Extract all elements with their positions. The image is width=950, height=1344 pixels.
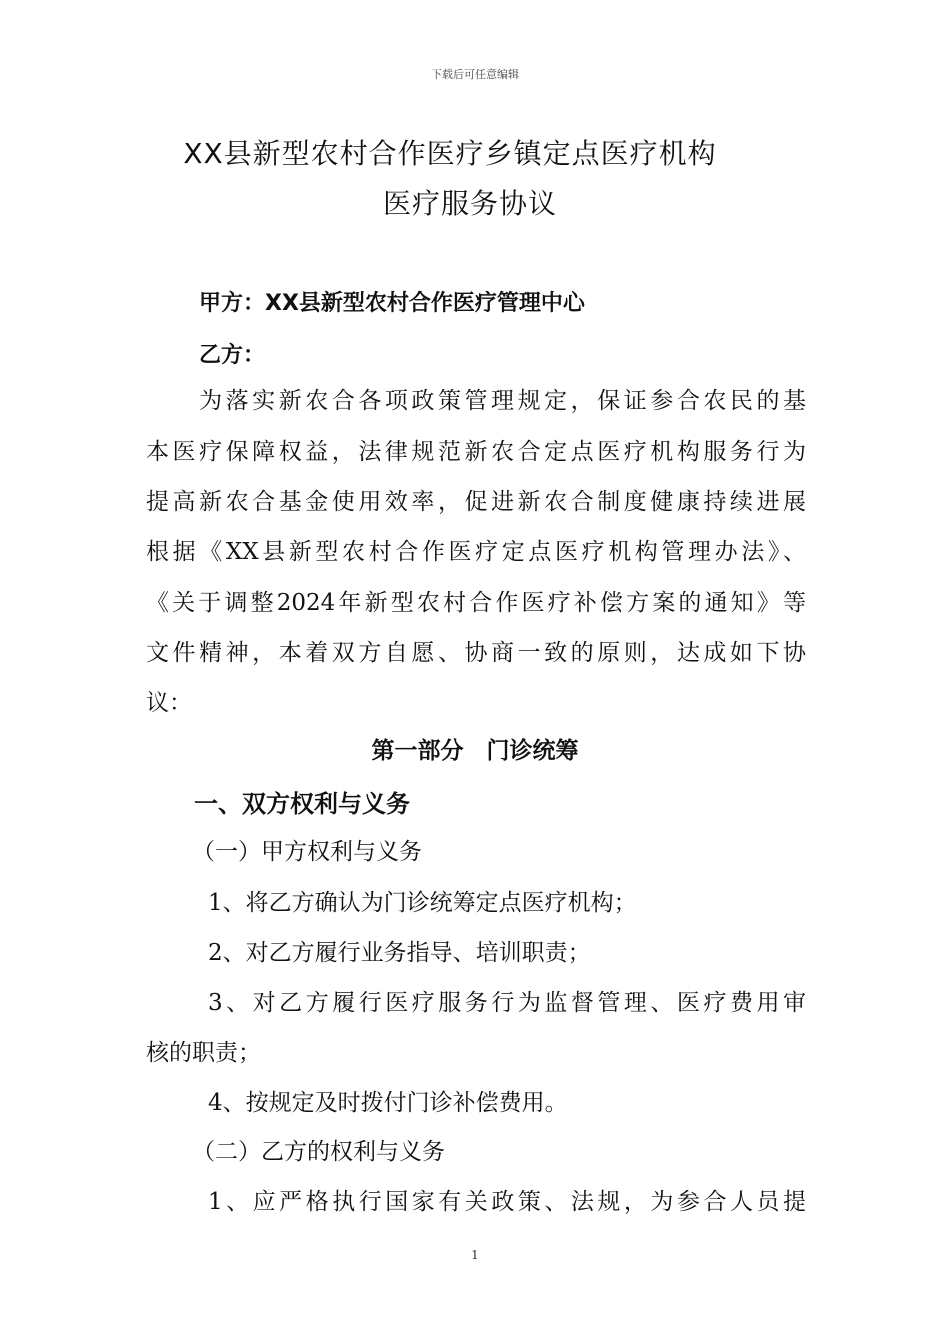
heading-rights-obligations: 一、双方权利与义务 [194, 790, 410, 818]
list-item: 4、按规定及时拨付门诊补偿费用。 [208, 1090, 568, 1116]
intro-line: 为落实新农合各项政策管理规定，保证参合农民的基 [146, 388, 806, 414]
intro-line: 议： [146, 690, 192, 716]
page-number: 1 [471, 1248, 479, 1262]
list-item: 2、对乙方履行业务指导、培训职责； [208, 940, 591, 966]
intro-line: 文件精神，本着双方自愿、协商一致的原则，达成如下协 [146, 640, 806, 666]
intro-line: 《关于调整2024年新型农村合作医疗补偿方案的通知》等 [146, 590, 806, 616]
party-a-line: 甲方：XX县新型农村合作医疗管理中心 [199, 291, 585, 316]
document-title-line1: XX县新型农村合作医疗乡镇定点医疗机构 [183, 137, 717, 170]
list-item: 1、应严格执行国家有关政策、法规，为参合人员提 [208, 1189, 806, 1215]
header-note: 下载后可任意编辑 [431, 68, 519, 81]
subheading-party-a: （一）甲方权利与义务 [192, 839, 422, 865]
intro-line: 本医疗保障权益，法律规范新农合定点医疗机构服务行为 [146, 439, 806, 465]
list-item: 3、对乙方履行医疗服务行为监督管理、医疗费用审 [208, 990, 806, 1016]
party-b-line: 乙方： [199, 343, 266, 368]
intro-line: 根据《XX县新型农村合作医疗定点医疗机构管理办法》、 [146, 539, 806, 565]
section-title: 第一部分 门诊统筹 [371, 738, 579, 764]
subheading-party-b: （二）乙方的权利与义务 [192, 1139, 445, 1165]
document-title-line2: 医疗服务协议 [382, 187, 557, 220]
list-item-continuation: 核的职责； [146, 1040, 261, 1066]
intro-line: 提高新农合基金使用效率，促进新农合制度健康持续进展 [146, 489, 806, 515]
list-item: 1、将乙方确认为门诊统筹定点医疗机构； [208, 890, 637, 916]
